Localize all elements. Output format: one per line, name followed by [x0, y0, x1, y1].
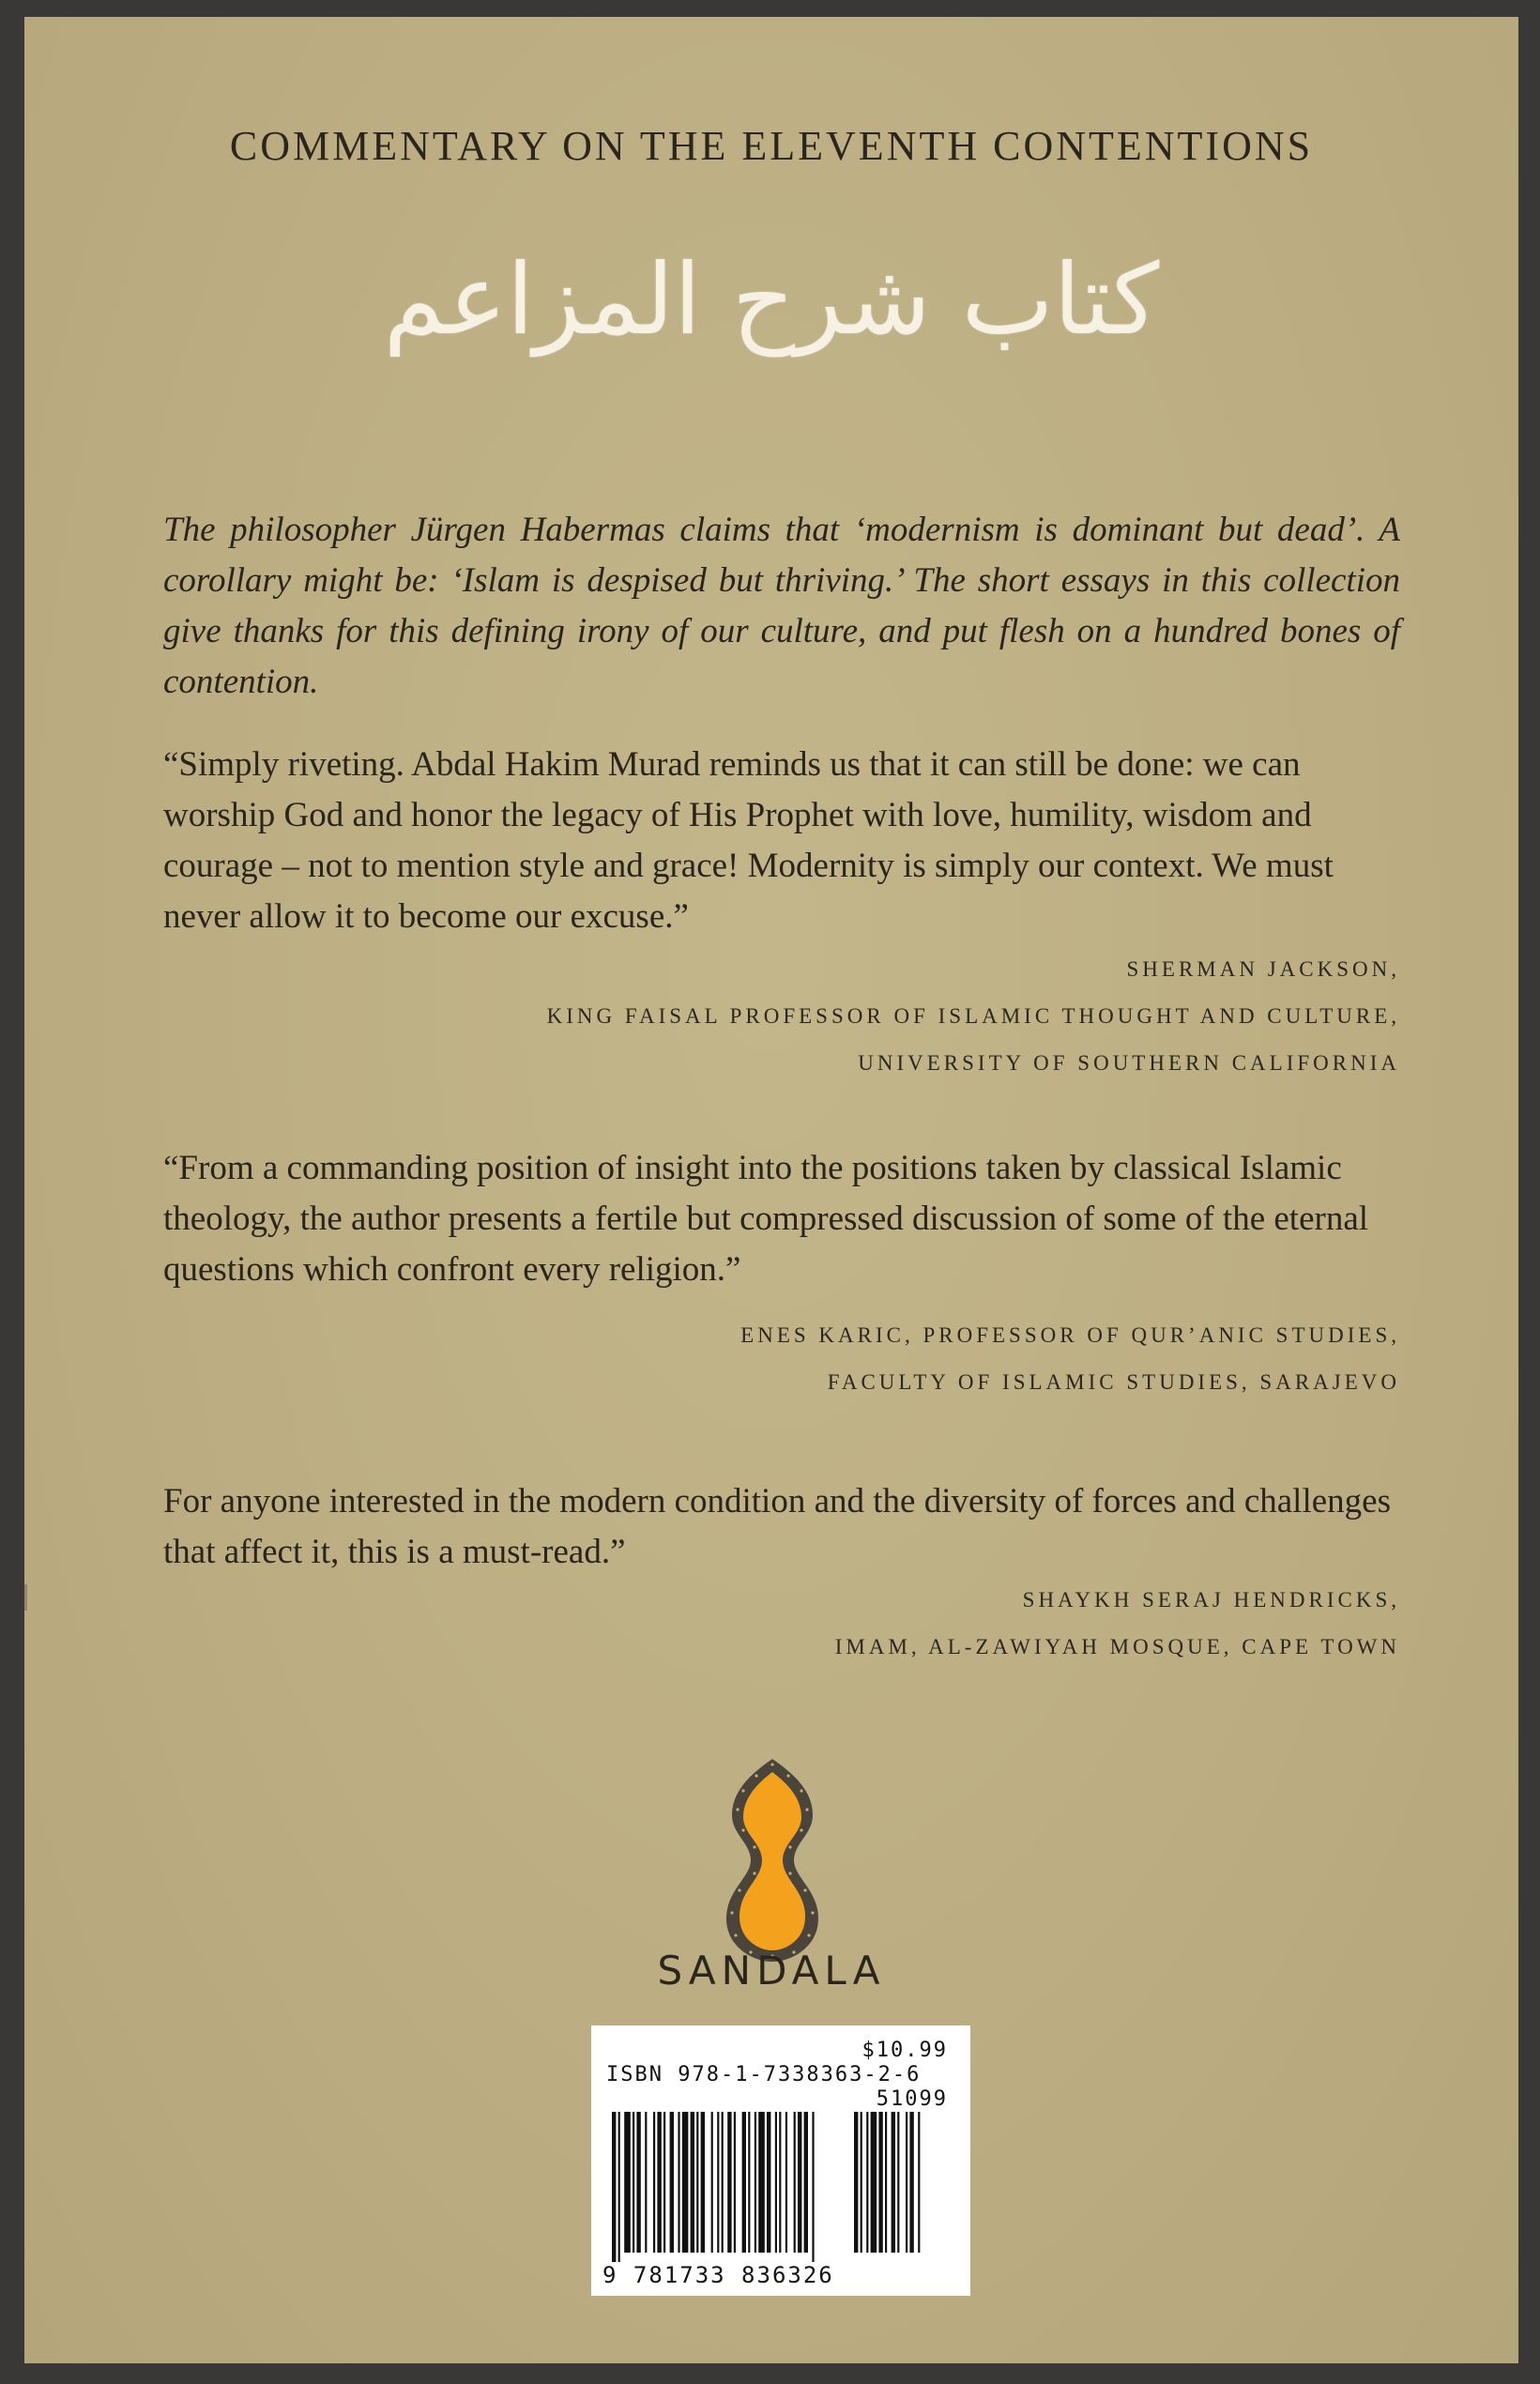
barcode-bar — [775, 2112, 777, 2253]
barcode-bar — [663, 2112, 665, 2253]
attribution-line: SHERMAN JACKSON, — [1126, 957, 1400, 981]
arabic-calligraphy-title: كتاب شرح المزاعم — [383, 242, 1160, 357]
barcode-addon-bar — [871, 2112, 877, 2253]
endorsement-quote-1: “Simply riveting. Abdal Hakim Murad reminds us that it can still be done: we can worship God and honor the legacy of His Prophet with love, humility, wisdom and courage – not to mention style and grace! Modernity is simply our context. We must never allow it to become our excuse.” — [163, 745, 1334, 936]
barcode-bar — [742, 2112, 746, 2253]
attribution-line: KING FAISAL PROFESSOR OF ISLAMIC THOUGHT AND CULTURE, — [546, 1004, 1400, 1028]
barcode-bar — [636, 2112, 640, 2253]
attribution-line: FACULTY OF ISLAMIC STUDIES, SARAJEVO — [827, 1370, 1400, 1394]
barcode-bar — [653, 2112, 655, 2253]
barcode-bar — [612, 2112, 616, 2262]
barcode-bar — [779, 2112, 781, 2253]
ean-number: 9 781733 836326 — [602, 2262, 834, 2288]
barcode-addon-bar — [906, 2112, 907, 2253]
barcode-addon-bar — [885, 2112, 887, 2253]
barcode-bar — [696, 2112, 698, 2253]
barcode-bar — [812, 2112, 814, 2262]
barcode-bar — [618, 2112, 620, 2262]
barcode-addon-bar — [878, 2112, 882, 2253]
isbn-number: ISBN 978-1-7338363-2-6 — [606, 2063, 922, 2086]
barcode-addon-bar — [918, 2112, 920, 2253]
barcode-addon-bar — [909, 2112, 913, 2253]
endorsement-attribution-2 — [180, 1312, 1400, 1406]
barcode-bar — [691, 2112, 694, 2253]
attribution-line: UNIVERSITY OF SOUTHERN CALIFORNIA — [858, 1051, 1400, 1075]
attribution-line: SHAYKH SERAJ HENDRICKS, — [1022, 1588, 1400, 1612]
barcode-bar — [670, 2112, 674, 2253]
endorsement-attribution-1 — [180, 946, 1400, 1087]
barcode-bar — [624, 2112, 631, 2253]
attribution-line: ENES KARIC, PROFESSOR OF QUR’ANIC STUDIES, — [740, 1323, 1400, 1347]
barcode-bar — [717, 2112, 719, 2253]
publisher-name: SANDALA — [657, 1948, 886, 1994]
barcode-label — [591, 2025, 970, 2296]
barcode-bar — [758, 2112, 765, 2253]
series-title: COMMENTARY ON THE ELEVENTH CONTENTIONS — [229, 123, 1314, 169]
barcode-bar — [645, 2112, 647, 2253]
barcode-bar — [701, 2112, 705, 2253]
endorsement-attribution-3 — [180, 1577, 1400, 1671]
barcode-addon-bar — [854, 2112, 858, 2253]
barcode-bars — [608, 2112, 955, 2262]
barcode-addon-bar — [866, 2112, 868, 2253]
barcode-bar — [734, 2112, 736, 2253]
barcode-addon-bar — [892, 2112, 895, 2253]
barcode-bar — [682, 2112, 689, 2253]
barcode-addon-bar — [861, 2112, 862, 2253]
attribution-line: IMAM, AL-ZAWIYAH MOSQUE, CAPE TOWN — [834, 1635, 1400, 1658]
endorsement-quote-3: For anyone interested in the modern condition and the diversity of forces and challenges that affect it, this is a must-read.” — [163, 1482, 1391, 1571]
price-code: 51099 — [876, 2087, 948, 2111]
endorsement-quote-2: “From a commanding position of insight into the positions taken by classical Islamic theology, the author presents a fertile but compressed discussion of some of the eternal questions which confront every religion.” — [163, 1149, 1369, 1289]
scan-mark — [24, 1584, 27, 1611]
book-back-cover — [24, 17, 1518, 2363]
blurb-text: The philosopher Jürgen Habermas claims that ‘modernism is dominant but dead’. A corollary might be: ‘Islam is despised but thriving.’ The short essays in this collection give thanks for this defining irony of our culture, and put flesh on a hundred bones of contention. — [163, 511, 1400, 701]
barcode-bar — [767, 2112, 770, 2253]
barcode-addon-bar — [897, 2112, 899, 2253]
sandal-logo-icon — [702, 1753, 843, 1967]
barcode-bar — [678, 2112, 679, 2253]
barcode-bar — [727, 2112, 731, 2253]
barcode-bar — [711, 2112, 713, 2253]
barcode-bar — [798, 2112, 801, 2253]
barcode-bar — [794, 2112, 796, 2253]
barcode-bar — [785, 2112, 787, 2253]
barcode-bar — [633, 2112, 634, 2253]
barcode-bar — [748, 2112, 750, 2253]
barcode-bar — [804, 2112, 808, 2253]
barcode-bar — [722, 2112, 724, 2253]
barcode-bar — [657, 2112, 661, 2253]
barcode-bar — [755, 2112, 756, 2253]
price: $10.99 — [861, 2039, 948, 2062]
